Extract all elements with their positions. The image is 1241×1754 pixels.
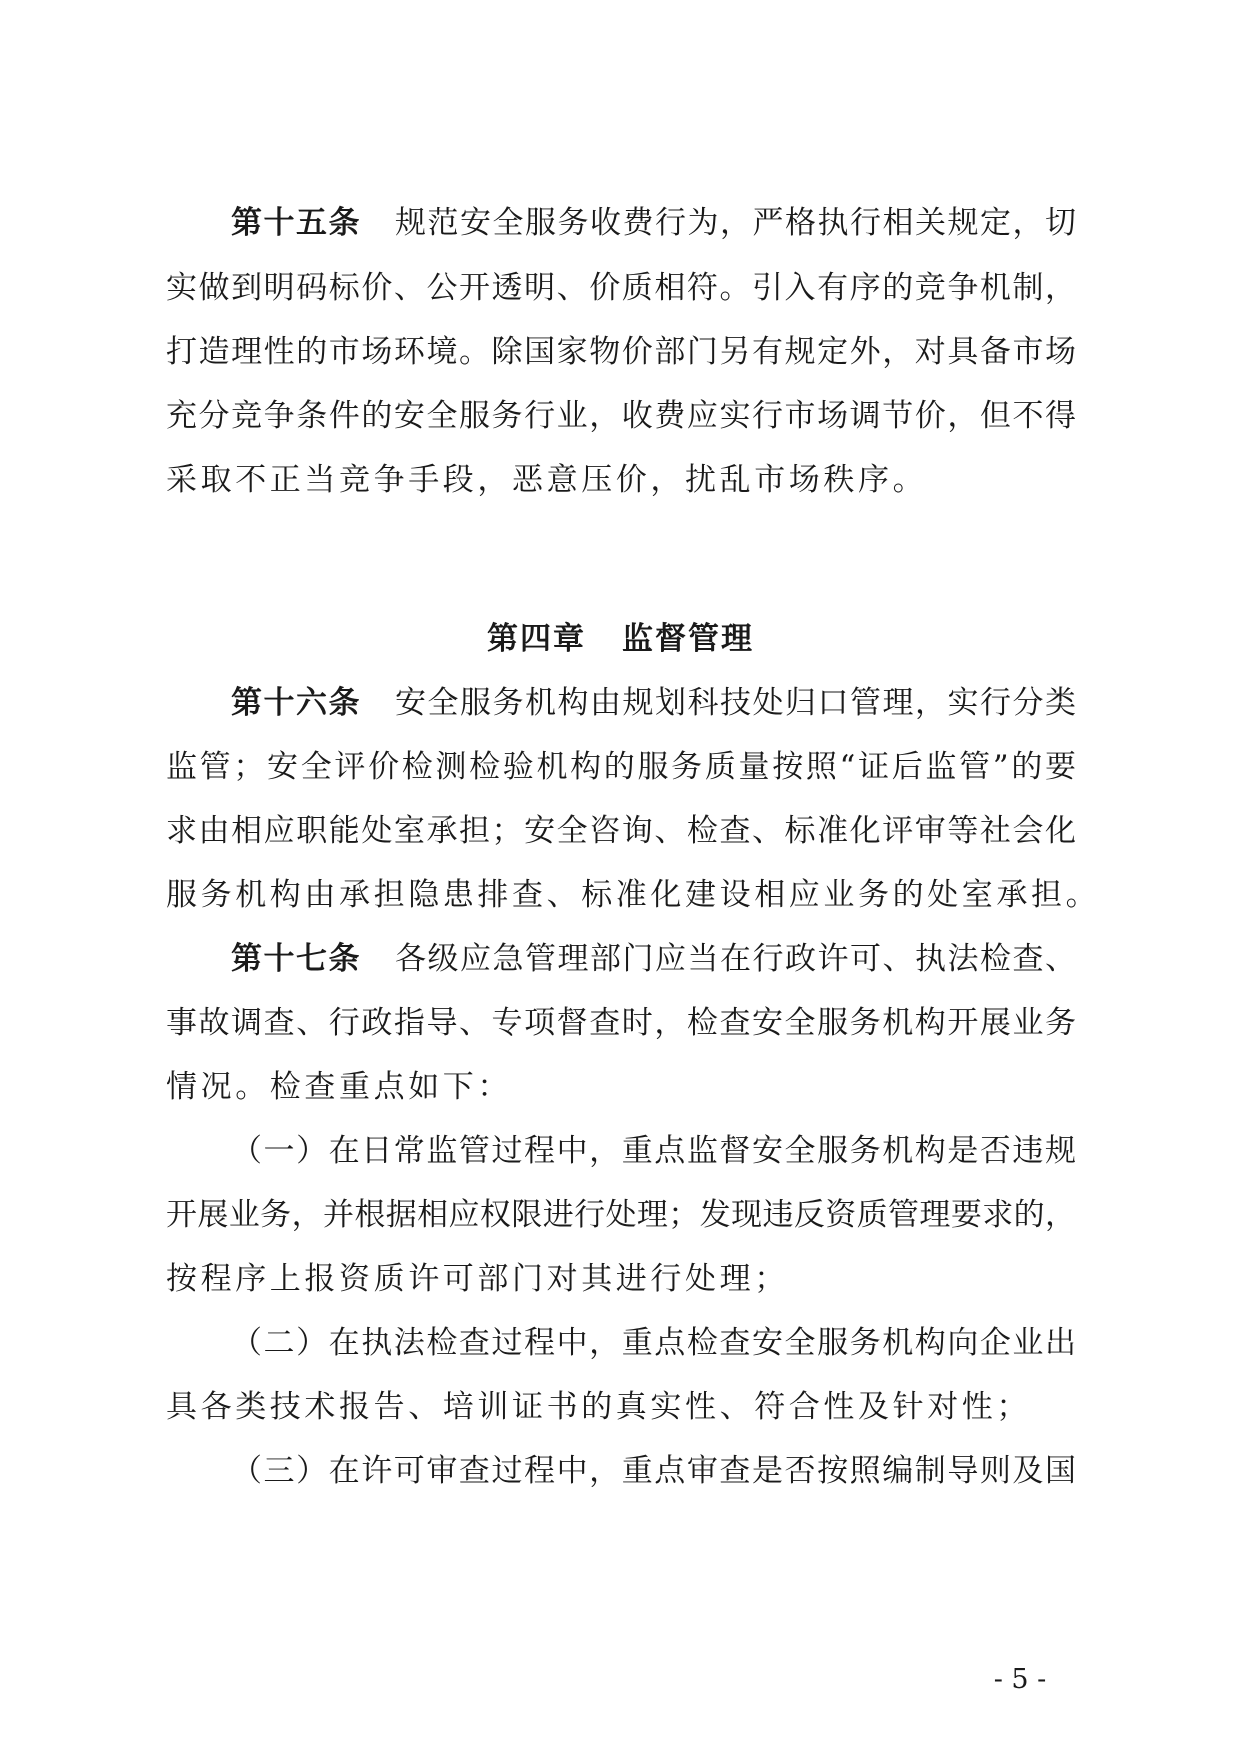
paragraph-line: 按程序上报资质许可部门对其进行处理； bbox=[166, 1261, 789, 1297]
article-15-heading: 第十五条 bbox=[231, 205, 361, 241]
page-number: - 5 - bbox=[993, 1664, 1047, 1695]
paragraph-line: （二）在执法检查过程中，重点检查安全服务机构向企业出 bbox=[231, 1325, 1076, 1361]
article-16-heading: 第十六条 bbox=[231, 685, 361, 721]
paragraph-text: 规范安全服务收费行为，严格执行相关规定，切 bbox=[395, 205, 1076, 241]
paragraph-line: 服务机构由承担隐患排查、标准化建设相应业务的处室承担。 bbox=[166, 877, 1101, 913]
paragraph-line: 充分竞争条件的安全服务行业，收费应实行市场调节价，但不得 bbox=[166, 398, 1076, 434]
paragraph-line: （三）在许可审查过程中，重点审查是否按照编制导则及国 bbox=[231, 1453, 1076, 1489]
paragraph-line: 事故调查、行政指导、专项督查时，检查安全服务机构开展业务 bbox=[166, 1005, 1076, 1041]
paragraph-line: 监管；安全评价检测检验机构的服务质量按照“证后监管”的要 bbox=[166, 749, 1076, 785]
paragraph-line: 开展业务，并根据相应权限进行处理；发现违反资质管理要求的， bbox=[166, 1197, 1076, 1233]
chapter-heading bbox=[0, 609, 1241, 669]
paragraph-line: 实做到明码标价、公开透明、价质相符。引入有序的竞争机制， bbox=[166, 270, 1076, 306]
article-16-line-1 bbox=[231, 673, 1076, 733]
paragraph-line: 求由相应职能处室承担；安全咨询、检查、标准化评审等社会化 bbox=[166, 813, 1076, 849]
chapter-number: 第四章 bbox=[487, 621, 586, 657]
paragraph-line: 打造理性的市场环境。除国家物价部门另有规定外，对具备市场 bbox=[166, 334, 1076, 370]
paragraph-text: 安全服务机构由规划科技处归口管理，实行分类 bbox=[395, 685, 1076, 721]
article-15-line-1 bbox=[231, 193, 1076, 253]
article-17-line-1 bbox=[231, 929, 1076, 989]
paragraph-text: 各级应急管理部门应当在行政许可、执法检查、 bbox=[395, 941, 1076, 977]
article-17-heading: 第十七条 bbox=[231, 941, 361, 977]
paragraph-line: 情况。检查重点如下： bbox=[166, 1069, 512, 1105]
chapter-title: 监督管理 bbox=[622, 621, 754, 657]
paragraph-line: （一）在日常监管过程中，重点监督安全服务机构是否违规 bbox=[231, 1133, 1076, 1169]
paragraph-line: 具各类技术报告、培训证书的真实性、符合性及针对性； bbox=[166, 1389, 1031, 1425]
paragraph-line: 采取不正当竞争手段，恶意压价，扰乱市场秩序。 bbox=[166, 462, 928, 498]
